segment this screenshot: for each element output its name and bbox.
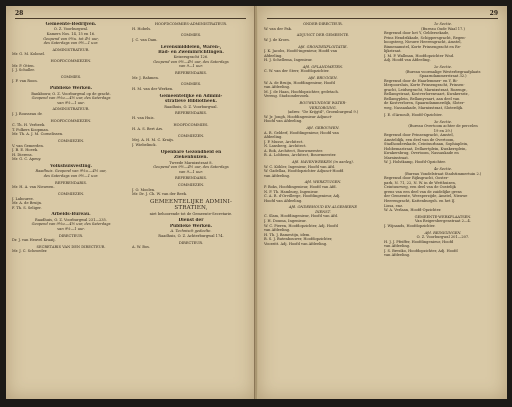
text-line: lijkstraat. xyxy=(384,49,402,54)
text-line: Begrensd door de Haarlemmer- en Y, Bi- xyxy=(384,78,458,83)
text-line: 19 en 29.) xyxy=(433,128,453,133)
text-line: REFERENDARIS. xyxy=(55,180,87,185)
text-line: A. R. Gelderf, Hoofdingenieur, Hoofd van xyxy=(264,130,339,135)
column-3 xyxy=(264,22,382,246)
text-line: Tweede Marnixstraat 8. xyxy=(169,160,213,165)
text-line: Mr. G. M. Kolonel. xyxy=(12,52,46,57)
text-line: J. P. Musse, Architect. xyxy=(264,139,304,144)
text-line: H. A. S. Bert Ars. xyxy=(132,127,164,132)
text-line: BOUWKUNDIGE WATER- xyxy=(299,101,347,106)
text-line: DIRECTEUR. xyxy=(58,233,84,238)
text-line: 1e Sectie. xyxy=(433,22,453,26)
text-line: W. Jr. Jongh, Hoofdingenieur Adjunct- xyxy=(264,114,333,119)
text-line: Hoofd van Afdeeling. xyxy=(264,198,303,203)
text-line: Prins Hendrikkade, Schippersgracht, Regen- xyxy=(384,35,466,40)
text-line: Raadhuis, O. Z. Voorburgwal 231—235. xyxy=(35,217,107,222)
column-4 xyxy=(384,22,502,258)
text-line: C. Slam, Hoofdingenieur, Hoofd van Afd. xyxy=(264,214,339,219)
text-line: Mr. Dr. J. Ch. W. van der Beek. xyxy=(132,192,188,197)
text-line: Mr. J. Rahmen. xyxy=(132,75,159,80)
text-line: COMMIEZEN. xyxy=(57,191,85,196)
text-line: J. S. Bresiko, Hoofdopzichter, Adj. Hoofd xyxy=(384,248,458,253)
text-line: de Kostverloren, Spaarndammerdijk, Sloter- xyxy=(384,101,465,106)
text-line: J. O. Moolen. xyxy=(132,187,156,192)
text-line: Gemeente-Bedrijven. xyxy=(45,22,97,27)
text-line: VERZORGING. xyxy=(309,105,337,110)
text-line: N. F. Th. Hamburg, Ingenieur. xyxy=(264,189,319,194)
left-page-number: 28 xyxy=(15,10,24,17)
text-line: A. Bok, Architect, Bouwmeester. xyxy=(264,148,323,153)
text-line: J. H. Douma, Ingenieur. xyxy=(264,219,307,224)
text-line: Kamers Nos. 14, 15 en 16. xyxy=(46,31,96,36)
text-line: Afd. OPLANDMETEN. xyxy=(302,64,344,69)
text-line: Geopend van 9½—4½ uur, des Saterdags xyxy=(153,59,229,64)
text-line: HOOFDCOMMIEZEN. xyxy=(50,118,92,123)
text-line: Kwakersbrug, Overtoom, Nassaukade en xyxy=(384,151,459,156)
text-line: Bad- en Zweminrichtingen. xyxy=(158,49,224,55)
text-line: des Saterdags van 9½—1 uur. xyxy=(43,41,99,46)
text-line: O. Z. Voorburgwal 201—207. xyxy=(416,235,470,240)
text-line: Stadhouderskade, Ceintuurbaan, Sophiaplein, xyxy=(384,142,469,147)
text-line: Mr. G. C. Apeuy. xyxy=(12,157,42,162)
left-page xyxy=(6,6,256,399)
text-line: van 9—1 uur. xyxy=(178,169,204,174)
text-line: Voorzitt. Adj. Hoofd van Afdeeling. xyxy=(264,241,328,246)
text-line: M. J. de Haan, Hoofdopzichter, gedetach. xyxy=(264,89,340,94)
text-line: DIENST. xyxy=(315,209,331,214)
text-line: J. Wijnands, Hoofdopzichter. xyxy=(384,223,436,228)
text-line: ADJUNCT DER GEMEENTE. xyxy=(296,33,350,38)
text-line: Adj. Hoofd van Afdeeling. xyxy=(384,58,431,63)
text-line: Openbare Gezondheid en xyxy=(160,149,222,155)
text-line: A. Technisch gedeelte. xyxy=(170,229,212,234)
text-line: Raadhuis, O. Z. Voorburgwal. xyxy=(164,104,218,109)
text-line: W. J. de Kroes. xyxy=(264,37,291,42)
text-line: Afd. REINIGINGEN. xyxy=(424,230,462,235)
text-line: Heerengracht, Kattenburgsh. en het IJ. xyxy=(384,198,456,203)
text-line: ONDER-DIRECTEUR. xyxy=(303,22,343,26)
text-line: GEMEENTELIJKE ADMINI- xyxy=(150,198,232,205)
text-line: Bankbouw, O. Z. Voorburgwal op de gracht. xyxy=(31,91,111,96)
text-line: Mr. H. A. van Nieuwen. xyxy=(12,185,55,190)
text-line: Hoofd van Afdeeling. xyxy=(264,119,303,124)
text-line: Afdeeling. xyxy=(264,53,283,58)
text-line: (Bureau Vondelstraat Stadstimmertuin 2.) xyxy=(404,171,482,176)
text-line: Bellamyplein, Bellamyvaart, aan deel van xyxy=(384,96,460,101)
text-line: REFERENDARIS. xyxy=(175,176,207,181)
text-line: W. J. Holstkamp, Hoofd-Opzichter. xyxy=(384,160,446,165)
text-line: des Saterdags van 9½—1 uur. xyxy=(43,173,99,178)
text-line: Publieke Werken. xyxy=(169,223,213,229)
text-line: Afdeeling. xyxy=(264,135,283,140)
text-line: H. M. van der Werken. xyxy=(132,87,174,92)
text-line: COMMIES. xyxy=(180,33,202,38)
text-line: Marnixstraat. xyxy=(384,155,409,160)
text-line: grens van een deel van de zuidelijke grens xyxy=(384,189,462,194)
text-line: J. J. Schuller. xyxy=(12,68,35,73)
text-line: Mr. A. de Bruijn. xyxy=(12,201,43,206)
text-line: Geopend van 9½u. tot 4½ uur, xyxy=(43,36,99,41)
text-line: Begrensd door Rijksgracht, Ooster- xyxy=(384,176,449,181)
text-line: van 9½—1 uur. xyxy=(57,226,85,231)
text-line: STRATIËN, xyxy=(174,205,208,212)
text-line: J. Wiebelinck. xyxy=(132,142,157,147)
text-line: Hobbemastraat, Dellaertplein, Kwakersplein, xyxy=(384,146,467,151)
text-line: J. K. Jacobs, Hoofd-ingenieur, Hoofd van xyxy=(264,49,338,54)
text-line: J. E. d'Arnoult, Hoofd-Opzichter. xyxy=(384,112,443,117)
text-line: Afd. GRONDEXPLOITATIE. xyxy=(298,44,348,49)
text-line: (Bureau Overtoom achter de percelen xyxy=(408,124,478,129)
text-line: Afd. WERKTUIGEN. xyxy=(304,180,342,185)
text-line: stratieve Bibliotheek. xyxy=(165,99,217,105)
text-line: 4e Sectie. xyxy=(433,167,453,172)
text-line: Ceintuurweg, een deel van de Oostelijk xyxy=(384,185,456,190)
text-line: REFERENDARIS. xyxy=(175,111,207,116)
text-line: Gemeentelijke en Admini- xyxy=(159,93,223,99)
text-line: van Afdeeling. xyxy=(264,85,291,90)
text-line: C. W. van der Sterr, Hoofdopzichter. xyxy=(264,69,330,74)
text-line: Mr. J. C. Schroeder. xyxy=(12,249,48,254)
text-line: J. F. van Roon. xyxy=(12,79,38,84)
text-line: 3e Sectie. xyxy=(433,119,453,124)
text-line: O. Z. Voorburgwal. xyxy=(53,27,89,32)
column-1 xyxy=(12,22,130,254)
text-line: J. Labouree. xyxy=(12,196,34,201)
text-line: COMMIES. xyxy=(60,74,82,79)
text-line: H. Dierens. xyxy=(12,152,33,157)
text-line: Amsteldijk, een deel van de Overtoom, xyxy=(384,137,455,142)
text-line: COMMIEZEN. xyxy=(177,133,205,138)
text-line: Mej. A. H. M. C. Kraijs. xyxy=(132,138,175,143)
text-line: W. A. de Bruijn, Hoofdingenieur, Hoofd xyxy=(264,80,335,85)
text-line: H. van Huis. xyxy=(132,115,155,120)
text-line: P. Boks, Hoofdingenieur, Hoofd van Afd. xyxy=(264,185,337,189)
text-line: W. van der Pak. xyxy=(264,26,292,31)
text-line: Raadhuis, O. Z. Achterburgwal 174. xyxy=(158,233,224,238)
text-line: Afd. BRUGGEN. xyxy=(308,76,338,81)
text-line: Binnenamstel, Korte Prinsengracht en Re- xyxy=(384,44,462,49)
text-line: F. Th. S. Seliger. xyxy=(12,205,42,210)
text-line: van Afdeeling. xyxy=(264,173,291,178)
text-line: Mr. P. Otten. xyxy=(12,63,35,68)
text-line: Afd. HAVENWERKEN (in aanleg). xyxy=(292,160,354,165)
text-line: V. van Gemerden. xyxy=(12,143,45,148)
text-line: (adres: "De Krijgtil", Groenburgwal 9.) xyxy=(287,110,359,115)
text-line: J. J. Rousseau dv. xyxy=(12,111,43,116)
text-line: park, N. 71, 22, N. W. in de Wetthuizen, xyxy=(384,180,456,185)
text-line: H. Hobels. xyxy=(132,26,152,31)
text-line: Dienst der xyxy=(178,218,204,224)
text-line: COMMIEZEN. xyxy=(57,139,85,144)
text-line: W. A. Verlaan, Hoofd-Opzichter. xyxy=(384,208,442,213)
text-line: HOOFDCOMMIES. xyxy=(173,122,209,127)
text-line: Mr. Th. A. J. M. Cornelissen. xyxy=(12,132,64,137)
text-line: H. J. J. Pfeiffer, Hoofdingenieur, Hoofd xyxy=(384,239,454,244)
text-line: Afd. ONDERHOUD EN ALGEMEENE xyxy=(289,205,357,210)
text-line: van Afdeeling. xyxy=(384,244,411,249)
text-line: A. W. Bos. xyxy=(132,245,151,250)
text-line: Lissa, enz. xyxy=(384,203,404,208)
text-line: Arbeids-Bureau. xyxy=(51,212,91,218)
text-line: 2e Sectie. xyxy=(433,65,453,70)
text-line: SECRETARIS VAN DEN DIRECTEUR. xyxy=(36,244,106,249)
right-page xyxy=(257,6,507,399)
left-header-rule xyxy=(15,18,246,19)
right-page-number: 29 xyxy=(489,10,498,17)
text-line: (Bureau Oude Waal 17.) xyxy=(421,26,465,31)
text-line: Spaarndammerstraat 32.) xyxy=(419,74,467,79)
text-line: Van Reigersbergenstraat 2—4. xyxy=(415,219,471,224)
text-line: niet behoorende tot de Gemeente-Secretarie. xyxy=(149,211,233,216)
text-line: ADMINISTRATEUR. xyxy=(52,47,90,52)
text-line: Geopend van 9½u.—4½ uur, des Saterdags xyxy=(31,222,111,227)
text-line: C. Th. H. Verbeek. xyxy=(12,123,46,128)
text-line: Publieke Werken. xyxy=(49,86,93,92)
text-line: ADMINISTRATEUR. xyxy=(52,107,90,112)
text-line: COMMIES. xyxy=(180,82,202,87)
text-line: J. M. P. Wallman, Hoofdopzichter Wnd. xyxy=(384,53,455,58)
text-line: Volkshuisvesting. xyxy=(49,163,93,169)
text-line: lderpoorsluis, Korte Prinsengracht, Prinsen- xyxy=(384,83,465,88)
text-line: van 9—1 uur. xyxy=(178,64,204,69)
text-line: Afd. GEBOUWEN. xyxy=(306,126,340,131)
text-line: Raadhuis. Geopend van 9½u.—4½ uur, xyxy=(35,169,107,174)
text-line: B. A. Lobbens, Architect, Bouwmeester. xyxy=(264,153,337,158)
text-line: REFERENDARIS. xyxy=(175,71,207,76)
text-line: Keizersgracht 126. xyxy=(173,55,209,60)
text-line: weg, Nassaukade, Marnixstraat, Sloterdijk. xyxy=(384,106,464,111)
text-line: DIRECTEUR. xyxy=(178,240,204,245)
text-line: gracht, Leidsegracht, Marnixstraat, Rozengr., xyxy=(384,87,468,92)
text-line: C. A. R. d'Orvillerge, Hoofdingenieur, Adj. xyxy=(264,194,341,199)
text-line: HOOFDCOMMIES-ADMINISTRATEUR. xyxy=(154,22,228,26)
text-line: Begrensd door het Y, Geldersekade, xyxy=(384,31,450,36)
column-2 xyxy=(132,22,250,250)
text-line: T. Folkers Koopman. xyxy=(12,127,49,132)
text-line: der Gemeente, Weesperzijde, Amstel, Nieuwe xyxy=(384,194,468,199)
text-line: Geopend van 9½u.—4½ uur, des Saterdags xyxy=(31,96,111,101)
text-line: van 9½—1 uur. xyxy=(57,100,85,105)
text-line: J. C. van Dam. xyxy=(132,37,158,42)
text-line: Bellamystraat, Kostverlorenvaart, Kwakersstr., xyxy=(384,92,470,97)
text-line: Geopend van 9½—4½ uur, des Saterdags xyxy=(153,165,229,170)
text-line: Ziekenhuizen. xyxy=(173,155,208,161)
text-line: W. C. Köhler, Ingenieur, Hoofd van Afd. xyxy=(264,164,336,169)
text-line: Dr. J. van Heuvel Kraaij. xyxy=(12,238,56,243)
text-line: W. Gadellaa, Hoofdopzichter Adjunct-Hoofd xyxy=(264,169,344,174)
text-line: HOOFDCOMMIEZEN. xyxy=(50,59,92,64)
right-header-rule xyxy=(267,18,498,19)
text-line: Begrensd door Prinsengracht, Amstel, xyxy=(384,133,454,138)
text-line: B. S. J. Butenbouwer, Hoofdopzichter, xyxy=(264,237,333,242)
text-line: COMMIEZEN. xyxy=(177,183,205,188)
text-line: H. J. Schellema, Ingenieur. xyxy=(264,58,313,63)
text-line: J. B. E. Hoeek. xyxy=(12,148,39,153)
text-line: boogsteeg, Nieuwe Heerengracht, Amstel, xyxy=(384,40,462,45)
text-line: N. Lansberg, Architect. xyxy=(264,144,307,149)
text-line: GEMEENTE-WERKPLAATSEN. xyxy=(414,214,472,219)
text-line: W. C. Pieren, Hoofdopzichter, Adj. Hoofd xyxy=(264,223,338,228)
text-line: H. Th. J. Bamestijn, idem. xyxy=(264,232,311,237)
text-line: van Afdeeling. xyxy=(264,228,291,233)
text-line: Vereng. Stadsonderzoek. xyxy=(264,94,310,99)
text-line: (Bureau voormalige Westerbegraafplaats xyxy=(405,69,481,74)
text-line: van Afdeeling. xyxy=(384,253,411,258)
text-line: Levensmiddelen, Waren-, xyxy=(160,44,222,50)
